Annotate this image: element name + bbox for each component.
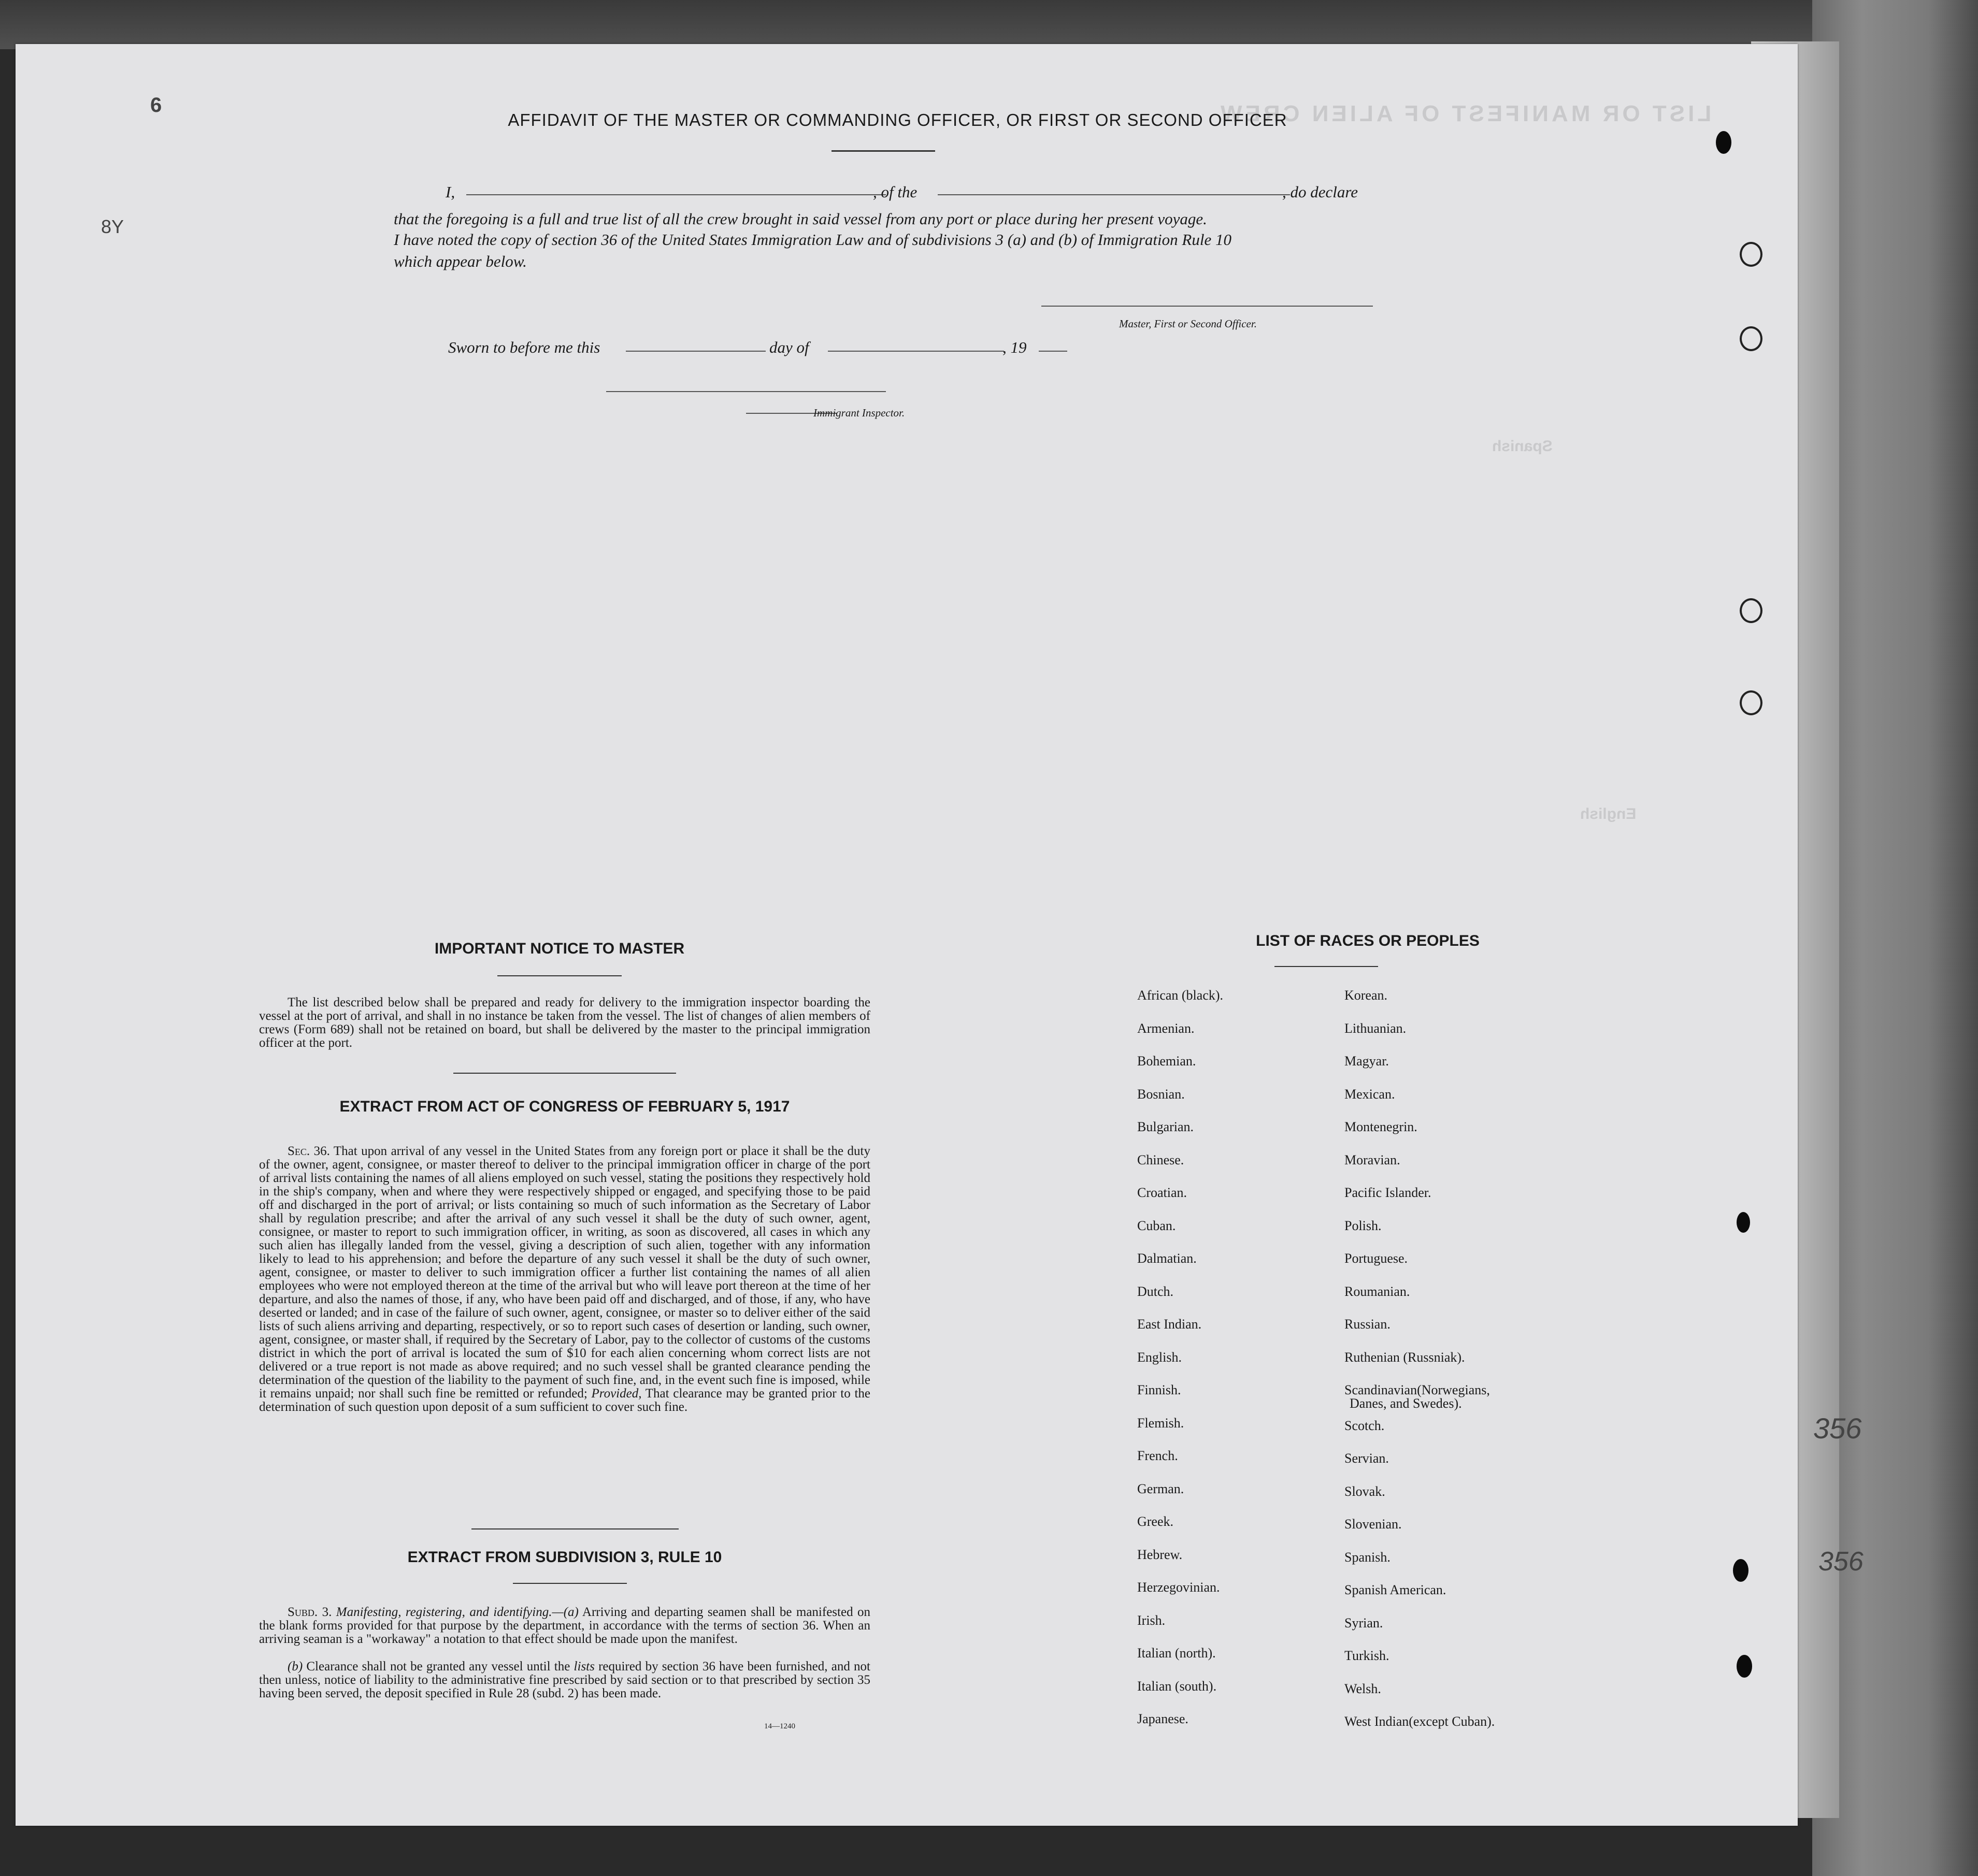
subd-label: Subd. 3. <box>288 1605 332 1619</box>
scanner-background-top <box>0 0 1978 49</box>
race-item: African (black). <box>1137 988 1224 1003</box>
binder-ring <box>1740 242 1762 267</box>
sworn-day-line <box>626 351 766 352</box>
race-item: Chinese. <box>1137 1152 1184 1167</box>
race-item: Mexican. <box>1344 1086 1395 1102</box>
race-item: East Indian. <box>1137 1317 1202 1332</box>
inspector-signature-line <box>606 391 886 392</box>
race-item: Greek. <box>1137 1514 1174 1529</box>
race-item: Dutch. <box>1137 1283 1174 1299</box>
race-item: Dalmatian. <box>1137 1251 1197 1266</box>
sworn-prefix: Sworn to before me this <box>448 338 600 356</box>
race-item: West Indian(except Cuban). <box>1344 1714 1495 1729</box>
race-item: Japanese. <box>1137 1711 1188 1726</box>
race-item: Croatian. <box>1137 1185 1187 1200</box>
rule-subd-3b <box>259 1660 870 1700</box>
sworn-month-line <box>828 351 1004 352</box>
act-extract-text <box>259 1145 870 1414</box>
race-item: Russian. <box>1344 1317 1391 1332</box>
proviso-text: That clearance may be granted prior to the determination of such question upon deposit of a sum sufficient to cover such fine. <box>259 1387 870 1414</box>
binder-hole <box>1733 1559 1748 1582</box>
race-item: Portuguese. <box>1344 1251 1408 1266</box>
rule-underline <box>513 1583 627 1584</box>
race-item: Magyar. <box>1344 1054 1389 1069</box>
declare-end: , do declare <box>1282 183 1358 201</box>
affidavit-line-4: which appear below. <box>394 252 527 270</box>
act-extract-title: EXTRACT FROM ACT OF CONGRESS OF FEBRUARY 5, 1917 <box>339 1098 790 1115</box>
handwritten-margin-note: 356 <box>1818 1547 1864 1577</box>
notice-text: The list described below shall be prepared and ready for delivery to the immigration inspector boarding the vessel at the port of arrival, and shall in no instance be taken from the vessel. The list of changes of alien members of crews (Form 689) shall not be retained on board, but shall be delivered by the master to the principal immigration officer at the port. <box>259 995 870 1050</box>
race-item: Cuban. <box>1137 1218 1176 1233</box>
race-item: Servian. <box>1344 1451 1389 1466</box>
corner-number: 6 <box>150 94 162 117</box>
rule-extract-title: EXTRACT FROM SUBDIVISION 3, RULE 10 <box>407 1549 722 1566</box>
section-divider <box>453 1073 676 1074</box>
race-item: Moravian. <box>1344 1152 1400 1167</box>
race-item: Spanish. <box>1344 1549 1391 1565</box>
b-text-2: required by section 36 have been furnished, and not then unless, notice of liability to the administrative fine prescribed by said section or to that prescribed by section 35 having been served, the deposit specified in Rule 28 (subd. 2) has been made. <box>259 1659 870 1700</box>
binder-hole <box>1737 1212 1750 1233</box>
officer-signature-line <box>1041 306 1373 307</box>
race-item: Lithuanian. <box>1344 1020 1407 1036</box>
race-item: Italian (north). <box>1137 1646 1216 1661</box>
binder-hole <box>1716 131 1731 154</box>
affidavit-line-3: I have noted the copy of section 36 of the United States Immigration Law and of subdivisions 3 (a) and (b) of Immigration Rule 10 <box>394 230 1231 249</box>
binder-ring <box>1740 598 1762 623</box>
bleed-through-text: English <box>1580 805 1637 822</box>
sec-label: Sec. 36. <box>288 1144 330 1158</box>
race-item: Bosnian. <box>1137 1086 1185 1102</box>
affidavit-title: AFFIDAVIT OF THE MASTER OR COMMANDING OFFICER, OR FIRST OR SECOND OFFICER <box>508 110 1287 129</box>
race-item: Roumanian. <box>1344 1283 1410 1299</box>
handwritten-margin-note: 356 <box>1813 1412 1862 1445</box>
rule-subd-3a <box>259 1606 870 1646</box>
subd-heading: Manifesting, registering, and identifying.—(a) <box>336 1605 579 1619</box>
race-item: Montenegrin. <box>1344 1119 1417 1134</box>
race-item: Korean. <box>1344 988 1388 1003</box>
bleed-through-text: Spanish <box>1492 438 1553 455</box>
race-item: Spanish American. <box>1344 1582 1446 1597</box>
race-item: Scotch. <box>1344 1418 1385 1433</box>
section-divider <box>471 1528 679 1529</box>
sworn-day-label: day of <box>769 338 809 356</box>
signature-caption: Master, First or Second Officer. <box>1119 318 1257 330</box>
race-item: Slovak. <box>1344 1483 1385 1499</box>
races-title: LIST OF RACES OR PEOPLES <box>1256 932 1480 949</box>
vessel-name-line <box>938 194 1290 195</box>
b-lists: lists <box>574 1659 595 1673</box>
notice-title: IMPORTANT NOTICE TO MASTER <box>434 940 685 957</box>
race-item: Polish. <box>1344 1218 1382 1233</box>
races-underline <box>1274 966 1378 967</box>
race-item: Syrian. <box>1344 1615 1383 1630</box>
affidavit-line-2: that the foregoing is a full and true list of all the crew brought in said vessel from any port or place during her present voyage. <box>394 210 1207 228</box>
title-underline <box>832 150 935 152</box>
race-item: Welsh. <box>1344 1681 1381 1696</box>
master-name-line <box>466 194 886 195</box>
inspector-caption: Immigrant Inspector. <box>813 407 905 419</box>
race-continuation: Danes, and Swedes). <box>1350 1396 1462 1411</box>
subd-3a-text: Arriving and departing seamen shall be manifested on the blank forms provided for that purpose by the department, in accordance with the terms of section 36. When an arriving seaman is a "workaway" a notation to that effect should be made upon the manifest. <box>259 1605 871 1646</box>
race-item: Herzegovinian. <box>1137 1580 1220 1595</box>
bleed-through-header: LIST OR MANIFEST OF ALIEN CREW <box>1217 101 1712 126</box>
declare-of-the: , of the <box>873 183 918 201</box>
race-item: Slovenian. <box>1344 1517 1402 1532</box>
form-number: 14—1240 <box>764 1722 795 1730</box>
margin-mark: 8Y <box>101 216 124 237</box>
race-item: Ruthenian (Russniak). <box>1344 1349 1465 1365</box>
race-item: Bulgarian. <box>1137 1119 1194 1134</box>
manifest-page <box>16 44 1864 1826</box>
binder-hole <box>1737 1655 1752 1678</box>
race-item: Hebrew. <box>1137 1547 1183 1562</box>
race-item: English. <box>1137 1349 1182 1365</box>
race-item: Irish. <box>1137 1612 1166 1628</box>
race-item: Italian (south). <box>1137 1678 1217 1694</box>
race-item: Armenian. <box>1137 1020 1195 1036</box>
sworn-year-line <box>1039 351 1067 352</box>
race-item: German. <box>1137 1481 1184 1496</box>
race-item: Scandinavian(Norwegians, <box>1344 1382 1490 1397</box>
notice-underline <box>497 975 622 976</box>
race-item: Bohemian. <box>1137 1054 1196 1069</box>
declare-i: I, <box>446 183 455 201</box>
race-item: Finnish. <box>1137 1382 1181 1397</box>
b-label: (b) <box>288 1659 303 1673</box>
sec-36-text: That upon arrival of any vessel in the United States from any foreign port or place it shall be the duty of the owner, agent, consignee, or master thereof to deliver to the principal immigration officer in charge of the port of arrival lists containing the names of all aliens employed on such vessel, stating the positions they respectively hold in the ship's company, when and where they were respectively shipped or engaged, and specifying those to be paid off and discharged in the port of arrival; or lists containing so much of such information as the Secretary of Labor shall by regulation prescribe; and after the arrival of any such vessel it shall be the duty of such owner, agent, consignee, or master to report to such immigration officer, in writing, as soon as discovered, all cases in which any such alien has illegally landed from the vessel, giving a description of such alien, together with any information likely to lead to his apprehension; and before the departure of any such vessel it shall be the duty of such owner, agent, consignee, or master to deliver to such immigration officer a further list containing the names of all alien employees who were not employed thereon at the time of the arrival but who will leave port thereon at the time of her departure, and also the names of those, if any, who have been paid off and discharged, and of those, if any, who have deserted or landed; and in case of the failure of such owner, agent, consignee, or master so to deliver either of the said lists of such aliens arriving and departing, respectively, or so to report such cases of desertion or landing, such owner, agent, consignee, or master shall, if required by the Secretary of Labor, pay to the collector of customs of the customs district in which the port of arrival is located the sum of $10 for each alien concerning whom correct lists are not delivered or a true report is not made as above required; and no such vessel shall be granted clearance pending the determination of the question of the liability to the payment of such fine, and, in the event such fine is imposed, while it remains unpaid; nor shall such fine be remitted or refunded; <box>259 1144 870 1401</box>
binder-ring <box>1740 326 1762 351</box>
race-item: Pacific Islander. <box>1344 1185 1431 1200</box>
race-item: French. <box>1137 1448 1178 1463</box>
proviso-label: Provided, <box>591 1387 642 1401</box>
race-item: Flemish. <box>1137 1415 1184 1431</box>
b-text-1: Clearance shall not be granted any vessel until the <box>306 1659 570 1673</box>
binder-ring <box>1740 690 1762 715</box>
sworn-year-label: , 19 <box>1002 338 1027 356</box>
race-item: Turkish. <box>1344 1648 1389 1663</box>
